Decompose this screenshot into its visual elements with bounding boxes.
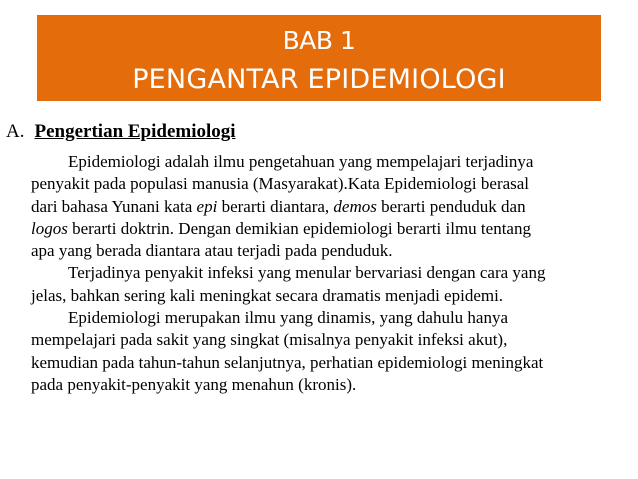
- paragraph-3-line-4: pada penyakit-penyakit yang menahun (kronis).: [31, 374, 357, 394]
- paragraph-1-line-1: Epidemiologi adalah ilmu pengetahuan yang mempelajari terjadinya: [68, 152, 534, 171]
- paragraph-1-line-3-mid: berarti diantara,: [217, 196, 334, 216]
- paragraph-1-line-3-end: berarti penduduk dan: [376, 196, 526, 216]
- title-banner: [37, 15, 601, 101]
- term-epi: epi: [196, 196, 218, 216]
- paragraph-1-line-5: apa yang berada diantara atau terjadi pada penduduk.: [31, 241, 393, 261]
- term-demos: demos: [333, 196, 377, 216]
- term-logos: logos: [31, 218, 68, 238]
- paragraph-1-line-2: penyakit pada populasi manusia (Masyarakat).Kata Epidemiologi berasal: [31, 174, 530, 194]
- paragraph-2-line-2: jelas, bahkan sering kali meningkat secara dramatis menjadi epidemi.: [31, 285, 504, 305]
- paragraph-3-line-3: kemudian pada tahun-tahun selanjutnya, perhatian epidemiologi meningkat: [31, 352, 544, 372]
- section-heading: [6, 120, 236, 144]
- paragraph-1: [31, 151, 631, 262]
- body-text: [31, 151, 631, 396]
- chapter-label: BAB 1: [282, 26, 356, 55]
- chapter-title: PENGANTAR EPIDEMIOLOGI: [132, 64, 506, 95]
- paragraph-2: [31, 262, 631, 307]
- paragraph-1-line-3-start: dari bahasa Yunani kata: [31, 196, 197, 216]
- paragraph-3: [31, 307, 631, 396]
- paragraph-3-line-1: Epidemiologi merupakan ilmu yang dinamis, yang dahulu hanya: [68, 308, 509, 328]
- paragraph-1-line-4: berarti doktrin. Dengan demikian epidemiologi berarti ilmu tentang: [67, 218, 531, 238]
- paragraph-3-line-2: mempelajari pada sakit yang singkat (misalnya penyakit infeksi akut),: [31, 330, 508, 350]
- section-letter: A.: [6, 121, 25, 142]
- section-title: Pengertian Epidemiologi: [34, 121, 236, 142]
- paragraph-2-line-1: Terjadinya penyakit infeksi yang menular bervariasi dengan cara yang: [68, 263, 546, 283]
